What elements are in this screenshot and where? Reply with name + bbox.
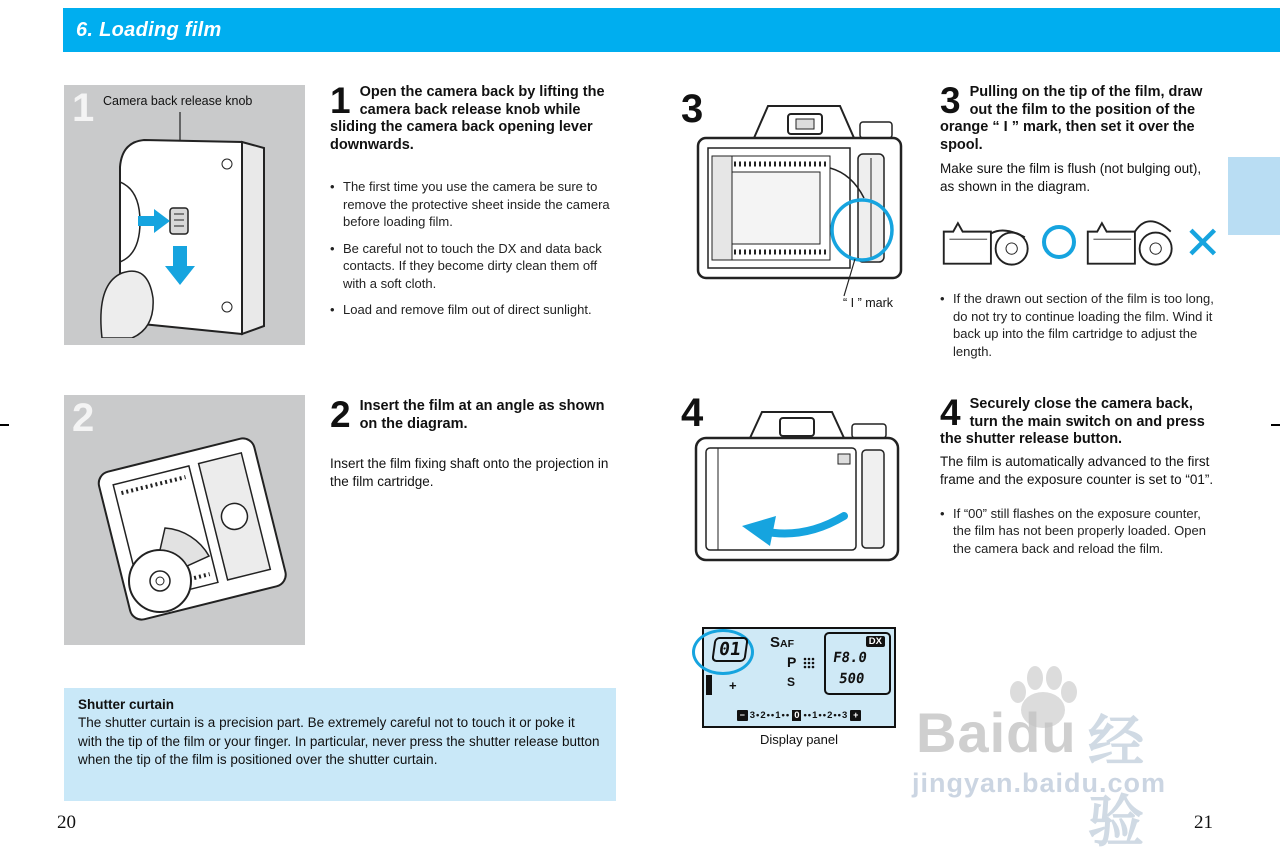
step3-body: Make sure the film is flush (not bulging out), as shown in the diagram. (940, 161, 1202, 194)
ev-scale-right: ••1••2••3 (803, 710, 849, 721)
note-body: The shutter curtain is a precision part. Be extremely careful not to touch it or poke it with the tip of the film or your finger. In particular, never press the shutter release button when the tip of the film is positioned over the shutter curtain. (78, 715, 600, 767)
step3-bullet-list (940, 290, 1218, 360)
aperture-readout: F8.0 (831, 650, 868, 666)
thumb-shape (101, 271, 153, 338)
watermark-url: jingyan.baidu.com (912, 768, 1167, 798)
dx-badge: DX (866, 636, 885, 647)
step2-heading (330, 394, 618, 435)
step4-bullet-list (940, 505, 1218, 558)
film-indicator-bar (706, 675, 712, 695)
exposure-comp-plus: + (729, 678, 737, 693)
i-mark-label: “ I ” mark (843, 296, 893, 310)
cartridge-chamber (712, 156, 732, 260)
ok-circle-icon (1042, 225, 1076, 259)
shutter-speed-readout: 500 (837, 671, 866, 687)
step2-body: Insert the film fixing shaft onto the projection in the film cartridge. (330, 456, 609, 489)
page-number-left: 20 (57, 812, 76, 833)
header-bar (63, 8, 1280, 52)
watermark-latin: Baidu (916, 701, 1077, 764)
bullet-item: • If the drawn out section of the film is too long, do not try to continue loading the film. Wind it back up into the film cartridge to adjust the length. (940, 290, 1218, 360)
film-flush-diagrams (940, 212, 1218, 272)
film-bulging-leader (1135, 221, 1171, 231)
film-insertion-illustration (72, 409, 297, 639)
step1-image-panel (64, 85, 305, 345)
metering-pattern-icon (803, 657, 815, 669)
step3-section (940, 80, 1218, 369)
step3-number: 3 (940, 80, 961, 121)
film-bulging-illustration (1084, 212, 1178, 272)
step1-heading (330, 80, 618, 154)
note-title: Shutter curtain (78, 697, 175, 712)
step4-heading (940, 392, 1218, 449)
grip (862, 450, 884, 548)
ev-plus-cap: + (850, 710, 861, 721)
release-knob (170, 208, 188, 234)
bullet-item: • Be careful not to touch the DX and data back contacts. If they become dirty clean them off with a soft cloth. (330, 240, 618, 293)
step2-heading-text: Insert the film at an angle as shown on the diagram. (359, 398, 605, 432)
lcd-top-panel (860, 122, 892, 138)
step2-section (330, 394, 618, 491)
program-mode-indicator: P (787, 654, 797, 670)
exposure-frame (824, 632, 891, 695)
watermark-cjk: 经验 (1088, 710, 1144, 853)
bullet-item: • Load and remove film out of direct sunlight. (330, 301, 618, 319)
camera-back-release-knob-label: Camera back release knob (103, 94, 253, 108)
film-window (838, 454, 850, 464)
drive-mode-indicator: S (787, 675, 796, 689)
film-flush-ok-illustration (940, 212, 1034, 272)
display-panel-image (702, 627, 896, 728)
step2-image-panel (64, 395, 305, 645)
step4-number: 4 (940, 392, 961, 433)
step1-bullet-list (330, 178, 618, 319)
lcd-top-panel (852, 424, 886, 438)
step1-section (330, 80, 618, 328)
focus-mode-indicator (770, 634, 794, 652)
x-mark-icon (1187, 226, 1218, 258)
step4-body: The film is automatically advanced to the first frame and the exposure counter is set to “01”. (940, 453, 1214, 487)
viewfinder (780, 418, 814, 436)
step1-number: 1 (330, 80, 351, 121)
shutter-curtain-note (64, 688, 616, 801)
focus-af: AF (780, 638, 795, 650)
step4-number-overlay: 4 (681, 391, 704, 435)
step1-number-overlay: 1 (72, 86, 95, 130)
camera-back-release-knob-illustration (92, 112, 277, 338)
camera-back-open-illustration (692, 92, 907, 297)
registration-mark-left (0, 424, 9, 426)
step3-number-overlay: 3 (681, 87, 704, 131)
step4-heading-text: Securely close the camera back, turn the main switch on and press the shutter release button. (940, 396, 1205, 447)
display-panel-label: Display panel (759, 732, 839, 747)
bullet-item: • If “00” still flashes on the exposure counter, the film has not been properly loaded. Open the camera back and reload the film. (940, 505, 1218, 558)
ev-minus-cap: − (737, 710, 748, 721)
ev-zero-marker: 0 (794, 710, 800, 721)
step2-number-overlay: 2 (72, 396, 95, 440)
page-number-right: 21 (1194, 812, 1213, 833)
bullet-item: • The first time you use the camera be sure to remove the protective sheet inside the camera before loading film. (330, 178, 618, 231)
page-title: 6. Loading film (76, 18, 222, 41)
ev-scale (708, 709, 890, 722)
camera-back-closed-illustration (692, 398, 904, 570)
step3-heading-text: Pulling on the tip of the film, draw out the film to the position of the orange “ I ” mark, then set it over the spool. (940, 84, 1203, 153)
focus-s: S (770, 634, 781, 651)
ev-scale-left: 3•2••1•• (749, 710, 791, 721)
step1-heading-text: Open the camera back by lifting the camera back release knob while sliding the camera back opening lever downwards. (330, 84, 605, 153)
section-index-tab (1228, 157, 1280, 235)
exposure-counter: 01 (711, 637, 748, 662)
registration-mark-right (1271, 424, 1280, 426)
step3-heading (940, 80, 1218, 154)
step2-number: 2 (330, 394, 351, 435)
step4-section (940, 392, 1218, 566)
